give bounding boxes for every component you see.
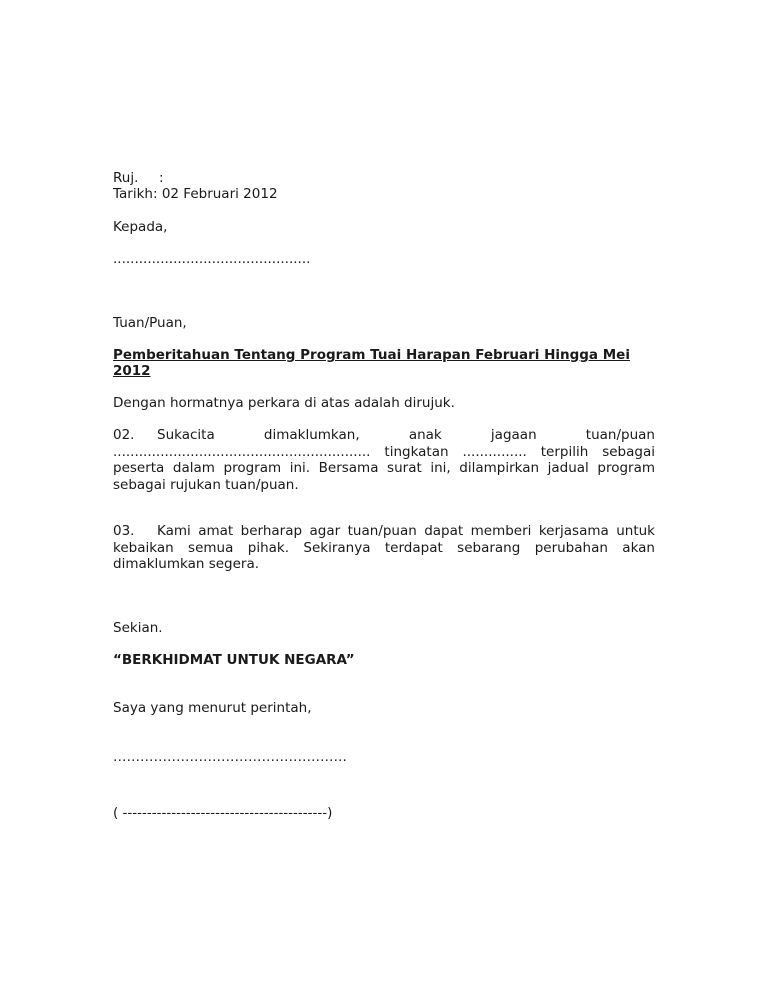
- reference-colon: :: [159, 170, 164, 186]
- signature-line: …………………………………………….: [113, 749, 347, 765]
- paragraph-02-number: 02.: [113, 427, 135, 443]
- date-line: [113, 186, 278, 202]
- opening-sentence: Dengan hormatnya perkara di atas adalah dirujuk.: [113, 395, 455, 411]
- paragraph-02: [113, 427, 655, 493]
- reference-line: [113, 170, 164, 186]
- name-line: ( ------------------------------------------): [113, 805, 333, 821]
- to-label: Kepada,: [113, 219, 168, 235]
- date-label: Tarikh: [113, 186, 153, 202]
- sign-off: Saya yang menurut perintah,: [113, 700, 312, 716]
- paragraph-03: [113, 523, 655, 573]
- paragraph-02-text: Sukacita dimaklumkan, anak jagaan tuan/puan ............................................................ tingkatan ............... terpilih sebagai peserta dalam program ini. Bersama surat ini, dilampirkan jadual program sebagai rujukan tuan/puan.: [113, 427, 655, 493]
- salutation: Tuan/Puan,: [113, 315, 187, 331]
- motto: “BERKHIDMAT UNTUK NEGARA”: [113, 652, 355, 668]
- date-value: 02 Februari 2012: [161, 186, 278, 202]
- date-colon: :: [152, 186, 158, 202]
- paragraph-03-number: 03.: [113, 523, 135, 539]
- recipient-line: ..............................................: [113, 251, 311, 267]
- closing: Sekian.: [113, 620, 163, 636]
- subject-heading: Pemberitahuan Tentang Program Tuai Harapan Februari Hingga Mei 2012: [113, 347, 630, 379]
- reference-label: Ruj.: [113, 170, 139, 186]
- paragraph-03-text: Kami amat berharap agar tuan/puan dapat memberi kerjasama untuk kebaikan semua pihak. Sekiranya terdapat sebarang perubahan akan dimaklumkan segera.: [113, 523, 655, 572]
